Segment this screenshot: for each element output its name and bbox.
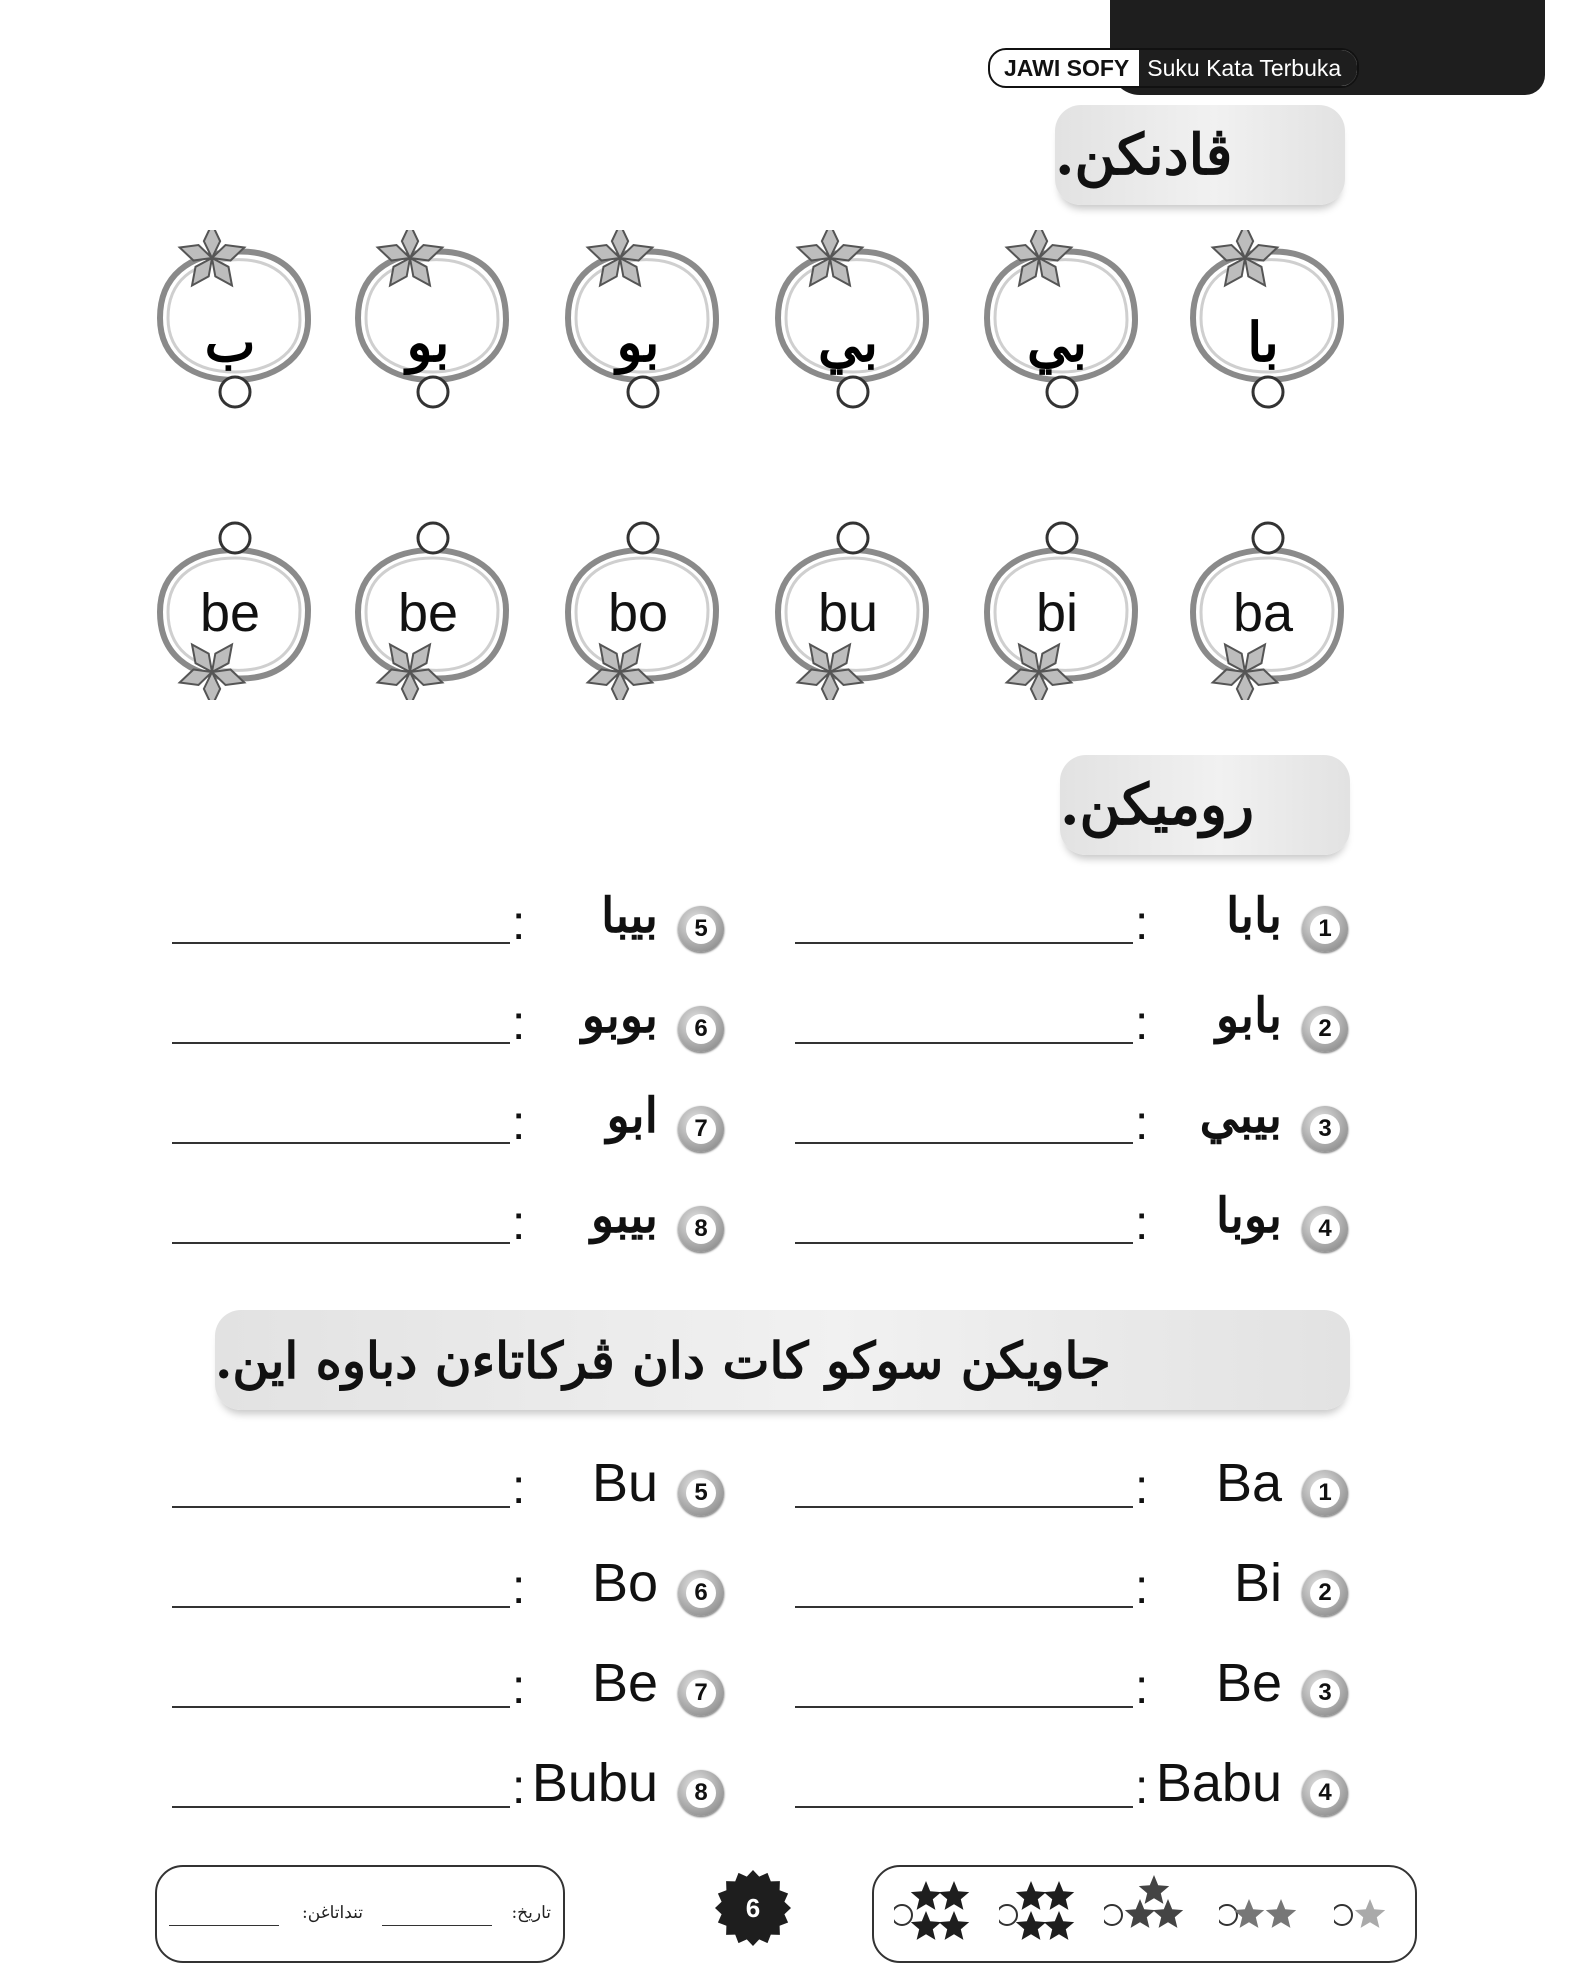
match-dot[interactable]	[1253, 523, 1283, 553]
rating-option[interactable]	[1334, 1875, 1434, 1955]
star-icon	[1266, 1899, 1296, 1928]
date-signature-box	[155, 1865, 565, 1963]
star-icon	[1125, 1899, 1155, 1928]
question-number-badge	[678, 906, 724, 952]
jawi-berry-card-label: بي	[1026, 310, 1088, 374]
question-word: Be	[591, 1653, 658, 1713]
rumi-berry-card	[150, 520, 320, 790]
question-word: Babu	[1155, 1753, 1282, 1813]
page-number: 6	[745, 1892, 761, 1923]
answer-line[interactable]	[795, 1706, 1133, 1708]
question-number: 3	[1310, 1114, 1340, 1144]
colon-separator: :	[1135, 1561, 1149, 1614]
question-word: بيبي	[1199, 1088, 1282, 1144]
rumi-berry-card-label: be	[397, 583, 459, 643]
rumi-berry-card-label: be	[199, 583, 261, 643]
question-number: 4	[1310, 1214, 1340, 1244]
star-icon	[911, 1881, 941, 1910]
colon-separator: :	[512, 1761, 526, 1814]
question-number: 8	[686, 1778, 716, 1808]
rating-radio[interactable]	[1104, 1905, 1122, 1925]
question-number-badge	[1302, 1206, 1348, 1252]
colon-separator: :	[512, 897, 526, 950]
star-icon	[1355, 1899, 1385, 1928]
question-word: بيبا	[601, 888, 658, 944]
question-word: بابا	[1226, 888, 1282, 944]
answer-line[interactable]	[795, 1806, 1133, 1808]
question-word: Bu	[591, 1453, 658, 1513]
question-number: 6	[686, 1014, 716, 1044]
answer-line[interactable]	[172, 1606, 510, 1608]
question-number: 1	[1310, 914, 1340, 944]
match-dot[interactable]	[628, 377, 658, 407]
rumi-berry-card	[1183, 520, 1353, 790]
question-number: 6	[686, 1578, 716, 1608]
match-dot[interactable]	[838, 523, 868, 553]
jawi-berry-card-label: با	[1247, 310, 1279, 374]
date-line[interactable]	[382, 1925, 492, 1926]
answer-line[interactable]	[795, 1506, 1133, 1508]
star-rating-box	[872, 1865, 1417, 1963]
question-number-badge	[678, 1670, 724, 1716]
colon-separator: :	[512, 997, 526, 1050]
star-icon	[1153, 1899, 1183, 1928]
question-word: Bi	[1233, 1553, 1282, 1613]
rumi-berry-card	[348, 520, 518, 790]
question-number-badge	[1302, 1770, 1348, 1816]
jawi-berry-card	[768, 230, 938, 500]
question-word: بيبو	[590, 1188, 658, 1244]
question-number: 5	[686, 1478, 716, 1508]
question-number-badge	[678, 1106, 724, 1152]
colon-separator: :	[512, 1197, 526, 1250]
jawi-berry-card-label: ب	[204, 310, 256, 374]
brand-name: JAWI SOFY	[1004, 54, 1130, 81]
question-number-badge	[678, 1770, 724, 1816]
match-dot[interactable]	[418, 377, 448, 407]
match-dot[interactable]	[628, 523, 658, 553]
answer-line[interactable]	[172, 1506, 510, 1508]
question-number-badge	[678, 1206, 724, 1252]
jawi-berry-card	[348, 230, 518, 500]
answer-line[interactable]	[172, 942, 510, 944]
jawi-berry-card-label: بو	[616, 310, 660, 374]
match-dot[interactable]	[418, 523, 448, 553]
rumi-berry-card-label: bu	[817, 583, 879, 643]
question-word: ابو	[606, 1088, 658, 1144]
question-number: 3	[1310, 1678, 1340, 1708]
rating-radio[interactable]	[1334, 1905, 1352, 1925]
rumi-berry-card-label: ba	[1232, 583, 1294, 643]
colon-separator: :	[512, 1661, 526, 1714]
rumi-berry-card	[977, 520, 1147, 790]
question-number-badge	[1302, 1570, 1348, 1616]
colon-separator: :	[1135, 997, 1149, 1050]
jawi-berry-card-label: بي	[817, 310, 879, 374]
rating-radio[interactable]	[894, 1905, 912, 1925]
rating-radio[interactable]	[999, 1905, 1017, 1925]
question-number-badge	[1302, 1106, 1348, 1152]
answer-line[interactable]	[795, 1142, 1133, 1144]
question-word: بابو	[1215, 988, 1282, 1044]
star-icon	[911, 1911, 941, 1940]
answer-line[interactable]	[172, 1142, 510, 1144]
question-number: 7	[686, 1678, 716, 1708]
star-icon	[1016, 1911, 1046, 1940]
rumi-berry-card	[768, 520, 938, 790]
answer-line[interactable]	[795, 1242, 1133, 1244]
rating-option[interactable]	[1219, 1875, 1319, 1955]
rating-radio[interactable]	[1219, 1905, 1237, 1925]
rumi-berry-card-label: bi	[1035, 583, 1079, 643]
colon-separator: :	[1135, 1761, 1149, 1814]
answer-line[interactable]	[172, 1242, 510, 1244]
date-label: تاريخ:	[511, 1903, 551, 1923]
answer-line[interactable]	[172, 1042, 510, 1044]
rating-option[interactable]	[894, 1875, 994, 1955]
match-dot[interactable]	[220, 523, 250, 553]
answer-line[interactable]	[795, 942, 1133, 944]
star-icon	[1139, 1875, 1169, 1904]
star-icon	[1044, 1911, 1074, 1940]
match-dot[interactable]	[1047, 377, 1077, 407]
match-dot[interactable]	[1253, 377, 1283, 407]
match-dot[interactable]	[838, 377, 868, 407]
question-number: 5	[686, 914, 716, 944]
question-number: 4	[1310, 1778, 1340, 1808]
question-number: 8	[686, 1214, 716, 1244]
signature-label: تنداتاغن:	[302, 1903, 363, 1923]
question-word: Be	[1215, 1653, 1282, 1713]
colon-separator: :	[1135, 1661, 1149, 1714]
jawi-berry-card	[977, 230, 1147, 500]
brand-subtitle: Suku Kata Terbuka	[1139, 50, 1357, 86]
colon-separator: :	[1135, 1197, 1149, 1250]
jawi-berry-card-label: بو	[406, 310, 450, 374]
rating-option[interactable]	[1104, 1875, 1204, 1955]
match-dot[interactable]	[220, 377, 250, 407]
question-number-badge	[678, 1470, 724, 1516]
jawi-berry-card	[558, 230, 728, 500]
colon-separator: :	[1135, 1097, 1149, 1150]
rumi-berry-card-label: bo	[607, 583, 669, 643]
question-number: 2	[1310, 1014, 1340, 1044]
instruction-romanize: روميكن.	[1060, 755, 1350, 855]
question-number-badge	[678, 1006, 724, 1052]
question-number-badge	[1302, 1470, 1348, 1516]
instruction-match: ڤادنكن.	[1055, 105, 1345, 205]
instruction-write-jawi: جاويكن سوكو كات دان ڤركاتاءن دباوه اين.	[215, 1310, 1350, 1410]
question-word: بوبا	[1215, 1188, 1282, 1244]
colon-separator: :	[512, 1097, 526, 1150]
question-number: 7	[686, 1114, 716, 1144]
question-word: Ba	[1215, 1453, 1282, 1513]
question-word: بوبو	[581, 988, 658, 1044]
question-number-badge	[1302, 1670, 1348, 1716]
colon-separator: :	[1135, 897, 1149, 950]
answer-line[interactable]	[795, 1042, 1133, 1044]
rating-option[interactable]	[999, 1875, 1099, 1955]
colon-separator: :	[1135, 1461, 1149, 1514]
rumi-berry-card	[558, 520, 728, 790]
jawi-berry-card	[1183, 230, 1353, 500]
star-icon	[939, 1911, 969, 1940]
question-number-badge	[1302, 1006, 1348, 1052]
question-number: 2	[1310, 1578, 1340, 1608]
colon-separator: :	[512, 1461, 526, 1514]
brand-tag	[988, 48, 1359, 88]
question-word: Bo	[591, 1553, 658, 1613]
signature-line[interactable]	[169, 1925, 279, 1926]
star-icon	[1234, 1899, 1264, 1928]
match-dot[interactable]	[1047, 523, 1077, 553]
question-number-badge	[1302, 906, 1348, 952]
question-number: 1	[1310, 1478, 1340, 1508]
star-icon	[1016, 1881, 1046, 1910]
question-word: Bubu	[531, 1753, 658, 1813]
star-icon	[939, 1881, 969, 1910]
answer-line[interactable]	[172, 1806, 510, 1808]
jawi-berry-card	[150, 230, 320, 500]
question-number-badge	[678, 1570, 724, 1616]
answer-line[interactable]	[795, 1606, 1133, 1608]
answer-line[interactable]	[172, 1706, 510, 1708]
colon-separator: :	[512, 1561, 526, 1614]
star-icon	[1044, 1881, 1074, 1910]
